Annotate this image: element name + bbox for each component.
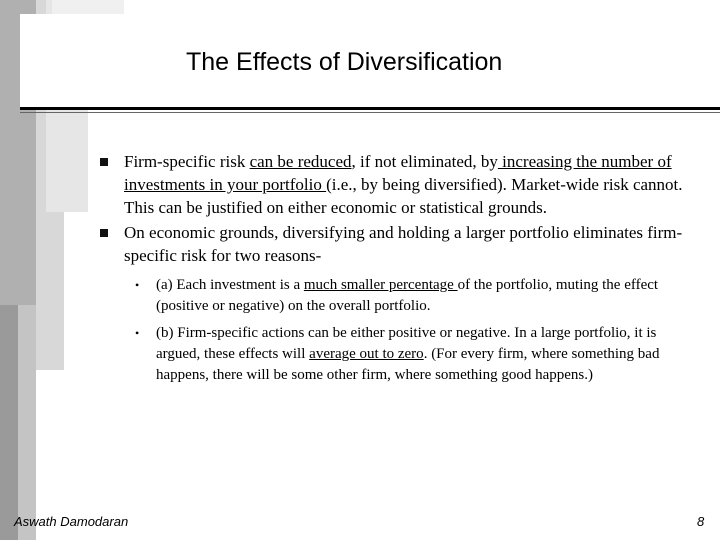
footer-author: Aswath Damodaran [14,514,129,529]
underlined-text: much smaller percentage [303,277,458,293]
square-bullet-icon [100,158,108,166]
bullet-text [124,223,682,265]
text-run: (a) Each investment is a [156,277,304,293]
dot-bullet-icon: • [135,326,140,340]
underlined-text: increasing the number of investments in your portfolio [124,152,672,194]
sub-bullet-item [130,275,700,317]
text-run: (i.e., by being diversified). Market-wide risk cannot. This can be justified on either economic or statistical grounds. [124,175,683,217]
sub-bullet-item [130,323,700,386]
text-run: On economic grounds, diversifying and holding a larger portfolio eliminates firm-specific risk for two reasons- [124,223,683,265]
underlined-text: average out to zero [309,346,424,362]
title-rule-thin [20,112,720,113]
text-run: , if not eliminated, by [351,152,498,171]
slide-content [100,150,700,392]
sub-bullet-list [130,275,700,386]
text-run: (b) Firm-specific actions can be either positive or negative. In a large portfolio, it is argued, these effects will [156,325,657,362]
text-run: . (For every firm, where something bad happens, there will be some other firm, where something good happens.) [156,346,660,383]
text-run: Firm-specific risk [124,152,250,171]
sub-bullet-text [156,277,658,314]
text-run: of the portfolio, muting the effect (positive or negative) on the overall portfolio. [156,277,659,314]
slide-footer-area [36,370,720,540]
bullet-item [100,221,700,267]
page-number: 8 [697,514,705,529]
title-rule-thick [20,107,720,110]
bullet-text [124,152,683,217]
slide-title: The Effects of Diversification [186,48,503,76]
square-bullet-icon [100,229,108,237]
sub-bullet-text [156,325,659,383]
dot-bullet-icon: • [135,278,140,292]
underlined-text: can be reduced [249,152,352,171]
bullet-item [100,150,700,219]
